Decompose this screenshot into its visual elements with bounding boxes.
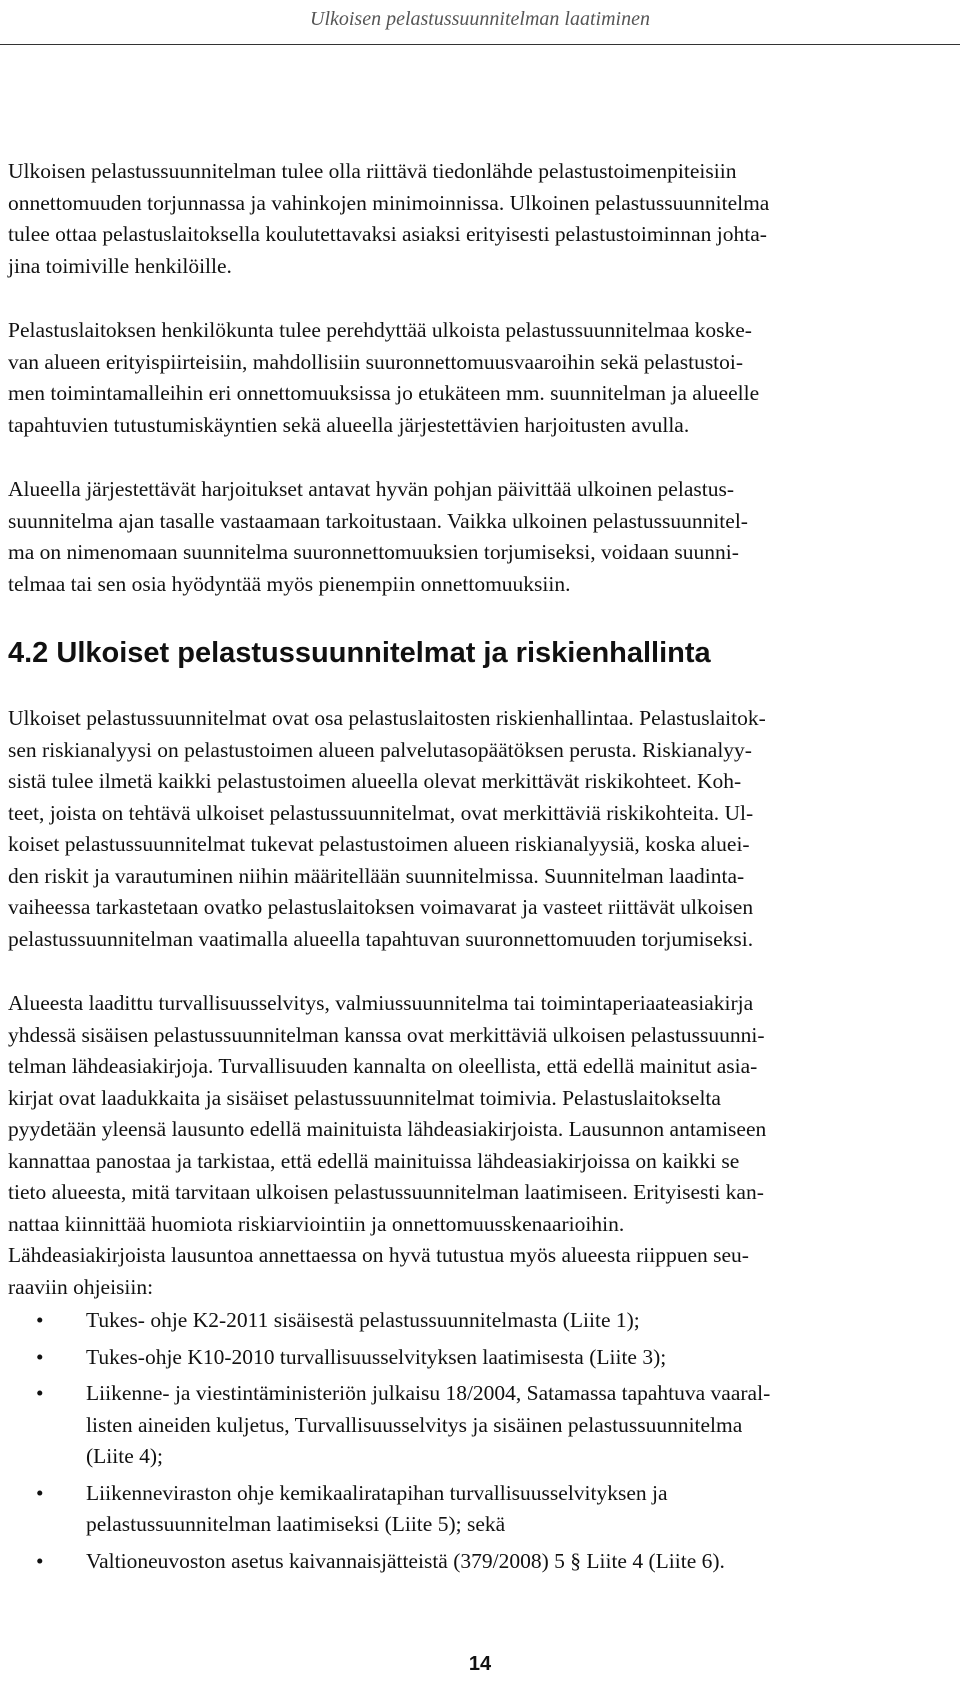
text-line: Alueella järjestettävät harjoitukset antavat hyvän pohjan päivittää ulkoinen pelastus- xyxy=(8,477,734,501)
list-item xyxy=(8,1342,942,1374)
list-item xyxy=(8,1305,942,1337)
bullet-icon: • xyxy=(36,1548,44,1573)
paragraph-3 xyxy=(8,474,942,600)
text-line: van alueen erityispiirteisiin, mahdollisiin suuronnettomuusvaaroihin sekä pelastustoi- xyxy=(8,349,744,374)
text-line: Liikenne- ja viestintäministeriön julkaisu 18/2004, Satamassa tapahtuva vaaral- xyxy=(86,1381,771,1405)
text-line: kannattaa panostaa ja tarkistaa, että edellä mainituissa lähdeasiakirjoissa on kaikki se xyxy=(8,1148,740,1173)
text-line: raaviin ohjeisiin: xyxy=(8,1274,154,1299)
text-line: Alueesta laadittu turvallisuusselvitys, valmiussuunnitelma tai toimintaperiaateasiakirja xyxy=(8,991,754,1015)
text-line: sistä tulee ilmetä kaikki pelastustoimen alueella olevat merkittävät riskikohteet. Koh- xyxy=(8,769,742,793)
text-line: Ulkoisen pelastussuunnitelman tulee olla riittävä tiedonlähde pelastustoimenpiteisiin xyxy=(8,159,737,183)
paragraph-5 xyxy=(8,988,942,1240)
text-line: sen riskianalyysi on pelastustoimen alueen palvelutasopäätöksen perusta. Riskianalyy- xyxy=(8,737,752,762)
list-item xyxy=(8,1546,942,1578)
text-line: nattaa kiinnittää huomiota riskiarviointiin ja onnettomuusskenaarioihin. xyxy=(8,1211,625,1236)
text-line: Ulkoiset pelastussuunnitelmat ovat osa pelastuslaitosten riskienhallintaa. Pelastuslaitok- xyxy=(8,706,766,730)
text-line: tieto alueesta, mitä tarvitaan ulkoisen pelastussuunnitelman laatimiseen. Erityisesti kan- xyxy=(8,1180,764,1204)
list-item xyxy=(8,1378,942,1473)
text-line: Lähdeasiakirjoista lausuntoa annettaessa on hyvä tutustua myös alueesta riippuen seu- xyxy=(8,1243,749,1267)
text-line: jina toimiville henkilöille. xyxy=(8,253,232,278)
text-line: den riskit ja varautuminen niihin määritellään suunnitelmissa. Suunnitelman laadinta- xyxy=(8,863,745,888)
page-body xyxy=(8,156,942,1582)
text-line: pyydetään yleensä lausunto edellä mainituista lähdeasiakirjoista. Lausunnon antamiseen xyxy=(8,1117,767,1141)
text-line: yhdessä sisäisen pelastussuunnitelman kanssa ovat merkittäviä ulkoisen pelastussuunni- xyxy=(8,1022,765,1047)
paragraph-2 xyxy=(8,315,942,441)
text-line: Pelastuslaitoksen henkilökunta tulee perehdyttää ulkoista pelastussuunnitelmaa koske- xyxy=(8,318,752,342)
section-heading: 4.2 Ulkoiset pelastussuunnitelmat ja riskienhallinta xyxy=(8,637,711,669)
text-line: Liikenneviraston ohje kemikaaliratapihan turvallisuusselvityksen ja xyxy=(86,1480,668,1505)
text-line: vaiheessa tarkastetaan ovatko pelastuslaitoksen voimavarat ja vasteet riittävät ulkoisen xyxy=(8,895,754,919)
text-line: Tukes- ohje K2-2011 sisäisestä pelastussuunnitelmasta (Liite 1); xyxy=(86,1308,640,1332)
paragraph-4 xyxy=(8,703,942,955)
text-line: Valtioneuvoston asetus kaivannaisjätteistä (379/2008) 5 § Liite 4 (Liite 6). xyxy=(86,1548,725,1573)
text-line: telman lähdeasiakirjoja. Turvallisuuden kannalta on oleellista, että edellä mainitut asia- xyxy=(8,1054,758,1078)
text-line: pelastussuunnitelman vaatimalla alueella tapahtuvan suuronnettomuuden torjumiseksi. xyxy=(8,926,754,951)
header-divider xyxy=(0,44,960,45)
paragraph-6 xyxy=(8,1240,942,1303)
text-line: kirjat ovat laadukkaita ja sisäiset pelastussuunnitelmat toimivia. Pelastuslaitokselta xyxy=(8,1085,721,1110)
text-line: tulee ottaa pelastuslaitoksella koulutettavaksi asiaksi erityisesti pelastustoiminnan johta- xyxy=(8,222,767,246)
text-line: listen aineiden kuljetus, Turvallisuusselvitys ja sisäinen pelastussuunnitelma xyxy=(86,1412,743,1437)
text-line: suunnitelma ajan tasalle vastaamaan tarkoitustaan. Vaikka ulkoinen pelastussuunnitel- xyxy=(8,508,748,533)
text-line: telmaa tai sen osia hyödyntää myös pienempiin onnettomuuksiin. xyxy=(8,571,571,596)
bullet-icon: • xyxy=(36,1381,44,1405)
text-line: tapahtuvien tutustumiskäyntien sekä alueella järjestettävien harjoitusten avulla. xyxy=(8,412,690,437)
list-item xyxy=(8,1478,942,1541)
bullet-icon: • xyxy=(36,1308,44,1332)
page-number: 14 xyxy=(468,1653,492,1675)
paragraph-1 xyxy=(8,156,942,282)
text-line: onnettomuuden torjunnassa ja vahinkojen minimoinnissa. Ulkoinen pelastussuunnitelma xyxy=(8,190,770,215)
text-line: teet, joista on tehtävä ulkoiset pelastussuunnitelmat, ovat merkittäviä riskikohteita. Ul- xyxy=(8,800,754,825)
bullet-icon: • xyxy=(36,1480,44,1505)
text-line: pelastussuunnitelman laatimiseksi (Liite 5); sekä xyxy=(86,1512,506,1536)
text-line: (Liite 4); xyxy=(86,1444,164,1468)
text-line: men toimintamalleihin eri onnettomuuksissa jo etukäteen mm. suunnitelman ja alueelle xyxy=(8,381,760,405)
bullet-icon: • xyxy=(36,1344,44,1369)
reference-list xyxy=(8,1305,942,1577)
text-line: ma on nimenomaan suunnitelma suuronnettomuuksien torjumiseksi, voidaan suunni- xyxy=(8,540,739,564)
text-line: Tukes-ohje K10-2010 turvallisuusselvityksen laatimisesta (Liite 3); xyxy=(86,1344,667,1369)
running-header: Ulkoisen pelastussuunnitelman laatiminen xyxy=(310,8,650,30)
text-line: koiset pelastussuunnitelmat tukevat pelastustoimen alueen riskianalyysiä, koska aluei- xyxy=(8,832,750,856)
